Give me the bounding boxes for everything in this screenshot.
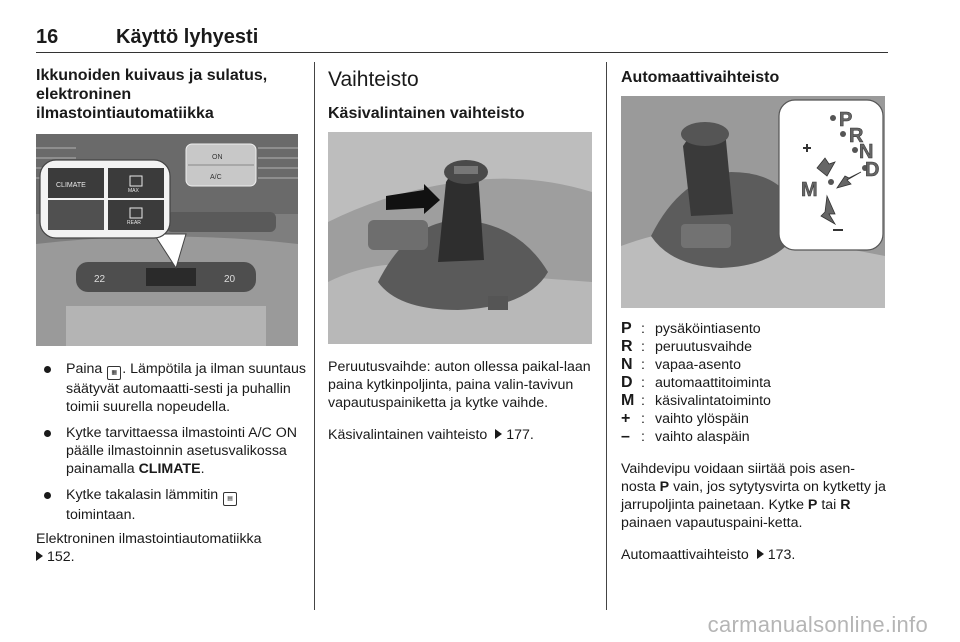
paragraph-text: vain, jos sytytysvirta on kytketty ja jarrupoljinta painetaan. Kytke	[621, 479, 886, 513]
legend-key: R	[621, 338, 633, 355]
legend-key: P	[621, 320, 632, 337]
manual-gearbox-photo	[328, 132, 592, 344]
running-title: Käyttö lyhyesti	[116, 26, 259, 48]
legend-row: D : automaattitoiminta	[621, 374, 771, 391]
paragraph-text: painaen vapautuspaini-ketta.	[621, 515, 803, 531]
windscreen-max-icon: ▦	[107, 366, 121, 380]
automatic-gearbox-photo	[621, 96, 885, 308]
bullet-dot	[44, 492, 51, 499]
bullet-text: Kytke takalasin lämmitin	[66, 487, 223, 503]
gear-p-bold: P	[807, 497, 818, 513]
legend-key: N	[621, 356, 633, 373]
climate-keyword: CLIMATE	[138, 461, 201, 477]
bullet-text: toimintaan.	[66, 507, 136, 523]
subsection-heading: Automaattivaihteisto	[621, 69, 780, 86]
bullet-text: Kytke tarvittaessa ilmastointi A/C ON päälle ilmastoinnin asetusvalikossa painamalla	[66, 425, 298, 477]
bullet-dot	[44, 366, 51, 373]
selector-paragraph	[621, 460, 889, 532]
page-reference-icon	[495, 429, 502, 439]
gate-letter-n: N	[859, 141, 874, 163]
bullet-dot	[44, 430, 51, 437]
gear-legend-table	[621, 320, 771, 446]
bullet-text: .	[200, 461, 205, 477]
subsection-heading: Käsivalintainen vaihteisto	[328, 105, 525, 122]
section-heading: Vaihteisto	[328, 68, 419, 91]
gate-letter-r: R	[849, 125, 864, 147]
gate-letter-m: M	[801, 179, 818, 201]
heading-line: elektroninen	[36, 86, 132, 103]
reference-page: 177.	[506, 427, 534, 443]
cross-reference	[621, 546, 889, 564]
reverse-gear-paragraph: Peruutusvaihde: auton ollessa paikal-laan paina kytkinpoljinta, paina valin-tavivun vapautuspainiketta ja kytke vaihde.	[328, 359, 591, 411]
legend-desc: vaihto alaspäin	[655, 429, 750, 445]
heading-line: Ikkunoiden kuivaus ja sulatus,	[36, 67, 268, 84]
legend-desc: vaihto ylöspäin	[655, 411, 749, 427]
manual-gearbox-text	[328, 358, 596, 444]
column-divider	[314, 62, 315, 610]
column-divider	[606, 62, 607, 610]
page-reference-icon	[757, 549, 764, 559]
paragraph-text: tai	[817, 497, 841, 513]
legend-row: N : vapaa-asento	[621, 356, 771, 374]
page-number: 16	[36, 26, 59, 48]
page-reference-icon	[36, 551, 43, 561]
watermark: carmanualsonline.info	[707, 612, 928, 637]
temp-right-label: 20	[224, 274, 236, 285]
gate-letter-d: D	[865, 159, 880, 181]
climate-control-photo	[36, 134, 298, 346]
climate-heading	[36, 66, 306, 123]
climate-label: CLIMATE	[56, 182, 86, 189]
bullet-item	[36, 486, 306, 524]
legend-key: M	[621, 392, 635, 409]
legend-row: – : vaihto alaspäin	[621, 428, 771, 446]
bullet-text: . Lämpötila ja ilman suuntaus säätyvät automaatti-sesti ja puhallin toimii suurella nopeudella.	[66, 361, 306, 415]
cross-reference	[328, 426, 596, 444]
gear-r-bold: R	[840, 497, 851, 513]
legend-desc: peruutusvaihde	[655, 339, 753, 355]
legend-desc: automaattitoiminta	[655, 375, 771, 391]
on-label: ON	[212, 154, 223, 161]
rear-window-heat-icon: ▤	[223, 492, 237, 506]
cross-reference	[36, 530, 306, 566]
legend-row: R : peruutusvaihde	[621, 338, 771, 356]
automatic-gearbox-text	[621, 460, 889, 564]
legend-row: P : pysäköintiasento	[621, 320, 771, 338]
reference-text: Elektroninen ilmastointiautomatiikka	[36, 531, 262, 547]
rear-label: REAR	[127, 220, 141, 226]
reference-text: Automaattivaihteisto	[621, 547, 749, 563]
legend-key: +	[621, 410, 631, 427]
bullet-text: Paina	[66, 361, 107, 377]
legend-desc: käsivalintatoiminto	[655, 393, 771, 409]
page-header	[36, 26, 888, 53]
legend-row: + : vaihto ylöspäin	[621, 410, 771, 428]
gear-p-bold: P	[659, 479, 670, 495]
bullet-item	[36, 360, 306, 416]
legend-key: D	[621, 374, 633, 391]
ac-label: A/C	[210, 174, 222, 181]
legend-row: M : käsivalintatoiminto	[621, 392, 771, 409]
bullet-item	[36, 424, 306, 478]
max-label: MAX	[128, 188, 139, 194]
heading-line: ilmastointiautomatiikka	[36, 105, 214, 122]
legend-desc: pysäköintiasento	[655, 321, 761, 337]
legend-key: –	[621, 428, 630, 445]
reference-text: Käsivalintainen vaihteisto	[328, 427, 488, 443]
paragraph-text: Vaihdevipu voidaan siirtää pois asen-nosta	[621, 461, 855, 495]
reference-page: 152.	[47, 549, 75, 565]
temp-left-label: 22	[94, 274, 106, 285]
gear-legend	[621, 320, 885, 446]
legend-desc: vapaa-asento	[655, 357, 741, 373]
reference-page: 173.	[767, 547, 796, 563]
gate-letter-p: P	[839, 109, 853, 131]
climate-instructions	[36, 360, 306, 566]
